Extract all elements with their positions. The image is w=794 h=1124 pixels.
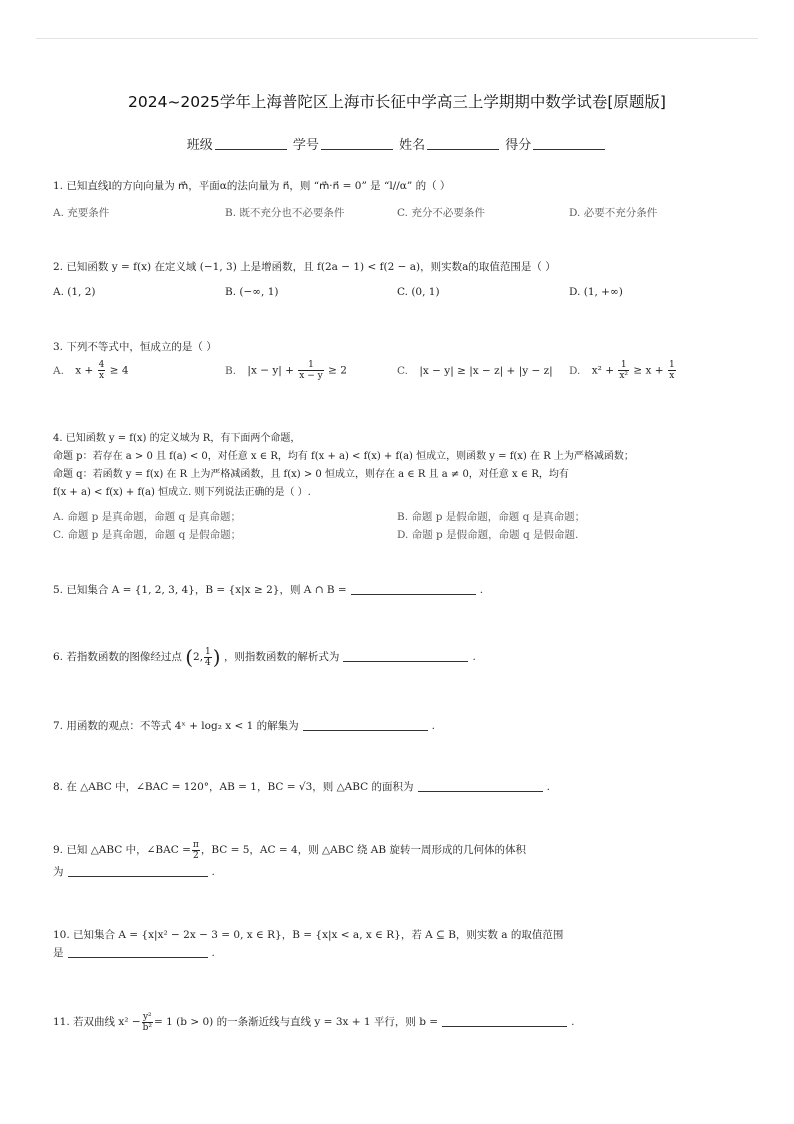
- question-9-text-3: 为: [53, 866, 64, 878]
- question-10-period: .: [211, 947, 215, 959]
- question-2-option-c[interactable]: C. (0, 1): [397, 286, 440, 298]
- option-b-fraction: $\frac{1}{x - y}$: [299, 360, 323, 381]
- question-9-text: 9. 已知 △ABC 中，∠BAC =: [53, 844, 191, 856]
- student-id-label: 学号: [292, 138, 319, 153]
- name-label: 姓名: [399, 138, 426, 153]
- question-1-option-d[interactable]: D. 必要不充分条件: [569, 207, 658, 219]
- student-id-blank[interactable]: [321, 149, 393, 150]
- option-d-tag: D.: [569, 364, 581, 377]
- question-6-answer-blank[interactable]: [343, 651, 468, 662]
- open-paren: (: [185, 645, 194, 669]
- question-4-line-2: 命题 p：若存在 a > 0 且 f(a) < 0，对任意 x ∈ R，均有 f(x + a) < f(x) + f(a) 恒成立，则函数 y = f(x) 在 R 上为严格减函数；: [53, 451, 634, 462]
- question-6-point-x: 2,: [193, 651, 204, 663]
- question-2-option-a[interactable]: A. (1, 2): [53, 286, 96, 298]
- question-9-text-2: ，BC = 5，AC = 4，则 △ABC 绕 AB 旋转一周形成的几何体的体积: [200, 844, 526, 856]
- question-2-option-b[interactable]: B. (−∞, 1): [225, 286, 279, 298]
- question-4-line-1: 4. 已知函数 y = f(x) 的定义域为 R，有下面两个命题，: [53, 433, 301, 444]
- question-1-stem: 1. 已知直线l的方向向量为 m⃗，平面α的法向量为 n⃗，则 “m⃗·n⃗ = 0” 是 “l//α” 的（ ）: [53, 180, 451, 192]
- option-d-fraction-2: $\frac{1}{x}$: [668, 360, 675, 381]
- page-title: 2024~2025学年上海普陀区上海市长征中学高三上学期期中数学试卷[原题版]: [128, 93, 666, 111]
- question-9-fraction: $\frac{\pi}{2}$: [192, 839, 199, 861]
- question-9-period: .: [211, 866, 215, 878]
- question-9-line-1: [53, 838, 526, 862]
- question-9-line-2: [53, 864, 215, 880]
- question-11-text-2: = 1 (b > 0) 的一条渐近线与直线 y = 3x + 1 平行，则 b =: [154, 1016, 439, 1028]
- question-3-option-a[interactable]: [53, 360, 129, 381]
- score-label: 得分: [505, 138, 532, 153]
- question-4-line-4: f(x + a) < f(x) + f(a) 恒成立. 则下列说法正确的是（ ）.: [53, 487, 311, 498]
- question-4-line-3: 命题 q：若函数 y = f(x) 在 R 上为严格减函数，且 f(x) > 0 恒成立，则存在 a ∈ R 且 a ≠ 0，对任意 x ∈ R，均有: [53, 469, 569, 480]
- option-a-fraction: $\frac{4}{x}$: [98, 360, 105, 381]
- question-1-option-a[interactable]: A. 充要条件: [53, 207, 110, 219]
- option-b-expr-part: ≥ 2: [328, 364, 347, 377]
- question-4-option-d[interactable]: D. 命题 p 是假命题，命题 q 是假命题.: [397, 529, 579, 541]
- question-2-option-d[interactable]: D. (1, +∞): [569, 286, 623, 298]
- option-d-expr-part: ≥ x +: [633, 364, 664, 377]
- question-10-text-2: 是: [53, 947, 64, 959]
- question-11-fraction: $\frac{\text{y²}}{\text{b²}}$: [142, 1011, 153, 1033]
- top-divider: [36, 38, 758, 39]
- question-3-option-c[interactable]: [397, 365, 553, 377]
- question-1-option-c[interactable]: C. 充分不必要条件: [397, 207, 485, 219]
- question-6-fraction: $\frac{1}{4}$: [205, 646, 211, 668]
- question-5-answer-blank[interactable]: [351, 584, 476, 595]
- question-11: [53, 1010, 574, 1034]
- question-1-option-b[interactable]: B. 既不充分也不必要条件: [225, 207, 345, 219]
- question-8-text: 8. 在 △ABC 中，∠BAC = 120°，AB = 1，BC = √3，则 △ABC 的面积为: [53, 781, 414, 793]
- question-11-answer-blank[interactable]: [442, 1016, 567, 1027]
- option-c-expr: |x − y| ≥ |x − z| + |y − z|: [419, 365, 553, 377]
- question-8-period: .: [546, 781, 550, 793]
- question-10-line-2: [53, 945, 215, 961]
- question-4-option-b[interactable]: B. 命题 p 是假命题，命题 q 是真命题；: [397, 511, 586, 523]
- student-info-row: [0, 134, 794, 153]
- option-b-tag: B.: [225, 364, 237, 377]
- question-11-period: .: [571, 1016, 575, 1028]
- question-5-period: .: [479, 584, 484, 596]
- question-7-answer-blank[interactable]: [303, 720, 428, 731]
- question-10-answer-blank[interactable]: [68, 947, 208, 958]
- question-7-period: .: [431, 720, 436, 732]
- question-7-text: 7. 用函数的观点：不等式 4ˣ + log₂ x < 1 的解集为: [53, 720, 299, 732]
- class-label: 班级: [186, 138, 213, 153]
- question-5: [53, 582, 483, 598]
- option-a-expr-part: ≥ 4: [109, 364, 129, 377]
- question-10-text: 10. 已知集合 A = {x|x² − 2x − 3 = 0, x ∈ R}，B = {x|x < a, x ∈ R}，若 A ⊆ B，则实数 a 的取值范围: [53, 929, 564, 941]
- question-10-line-1: [53, 927, 563, 943]
- question-7: [53, 718, 435, 734]
- question-8-answer-blank[interactable]: [418, 781, 543, 792]
- question-3-option-d[interactable]: [569, 360, 677, 381]
- option-a-tag: A.: [53, 364, 64, 377]
- class-blank[interactable]: [215, 149, 287, 150]
- score-blank[interactable]: [533, 149, 605, 150]
- option-d-expr-part: x² +: [591, 364, 615, 377]
- option-b-expr-part: |x − y| +: [247, 364, 294, 377]
- question-8: [53, 779, 550, 795]
- question-9-answer-blank[interactable]: [68, 866, 208, 877]
- close-paren: ): [212, 645, 221, 669]
- question-4-option-a[interactable]: A. 命题 p 是真命题，命题 q 是真命题；: [53, 511, 242, 523]
- question-6: [53, 645, 476, 669]
- question-4-option-c[interactable]: C. 命题 p 是真命题，命题 q 是假命题；: [53, 529, 242, 541]
- option-c-tag: C.: [397, 365, 408, 377]
- question-5-text: 5. 已知集合 A = {1, 2, 3, 4}，B = {x|x ≥ 2}，则 A ∩ B =: [53, 584, 347, 596]
- name-blank[interactable]: [427, 149, 499, 150]
- question-2-stem: 2. 已知函数 y = f(x) 在定义域 (−1, 3) 上是增函数，且 f(2a − 1) < f(2 − a)，则实数a的取值范围是（ ）: [53, 261, 556, 273]
- question-3-option-b[interactable]: [225, 360, 347, 381]
- question-3-stem: 3. 下列不等式中，恒成立的是（ ）: [53, 341, 217, 353]
- option-d-fraction: $\frac{1}{\text{x²}}$: [619, 360, 629, 381]
- question-6-text: 6. 若指数函数的图像经过点: [53, 651, 182, 663]
- option-a-expr-part: x +: [75, 364, 94, 377]
- question-11-text: 11. 若双曲线 x² −: [53, 1016, 141, 1028]
- question-6-text-2: ，则指数函数的解析式为: [223, 651, 340, 663]
- question-6-period: .: [472, 651, 476, 663]
